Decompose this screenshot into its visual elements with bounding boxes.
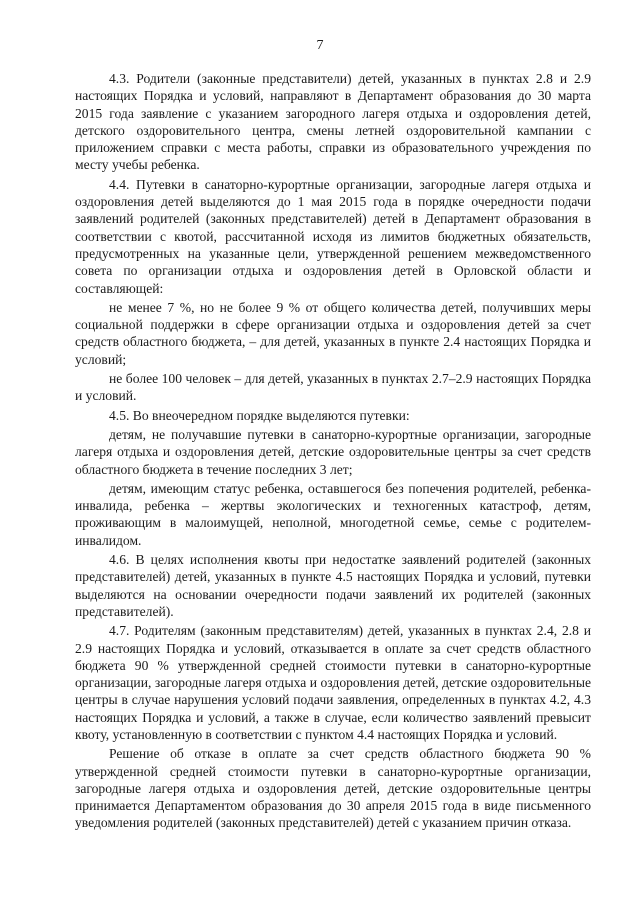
paragraph-4-3: 4.3. Родители (законные представители) детей, указанных в пунктах 2.8 и 2.9 настоящих Порядка и условий, направляют в Департамент образования до 30 марта 2015 года заявление с указанием загородного лагеря отдыха и оздоровления детей, детского оздоровительного центра, смены летней оздоровительной кампании с приложением справки с места работы, справки из образовательного учреждения по месту учебы ребенка. (75, 71, 591, 173)
paragraph-refusal-decision: Решение об отказе в оплате за счет средств областного бюджета 90 % утвержденной средней стоимости путевки в санаторно-курортные организации, загородные лагеря отдыха и оздоровления детей, детские оздоровительные центры принимается Департаментом образования до 30 апреля 2015 года в виде письменного уведомления родителей (законных представителей) детей с указанием причин отказа. (75, 746, 591, 831)
paragraph-quota-count: не более 100 человек – для детей, указанных в пунктах 2.7–2.9 настоящих Порядка и условий. (75, 371, 591, 404)
paragraph-4-6: 4.6. В целях исполнения квоты при недостатке заявлений родителей (законных представителей) детей, указанных в пункте 4.5 настоящих Порядка и условий, путевки выделяются на основании очередности подачи заявлений их родителей (законных представителей). (75, 552, 591, 619)
paragraph-priority-status: детям, имеющим статус ребенка, оставшегося без попечения родителей, ребенка-инвалида, ребенка – жертвы экологических и техногенных катастроф, детям, проживающим в малоимущей, неполной, многодетной семье, семье с родителем-инвалидом. (75, 480, 591, 548)
page-number: 7 (316, 38, 324, 53)
paragraph-4-5: 4.5. Во внеочередном порядке выделяются путевки: (109, 407, 410, 423)
paragraph-priority-no-voucher: детям, не получавшие путевки в санаторно-курортные организации, загородные лагеря отдыха и оздоровления детей, детские оздоровительные центры за счет средств областного бюджета в течение последних 3 лет; (75, 426, 591, 477)
paragraph-4-4: 4.4. Путевки в санаторно-курортные организации, загородные лагеря отдыха и оздоровления детей выделяются до 1 мая 2015 года в порядке очередности подачи заявлений родителей (законных представителей) детей в Департамент образования в соответствии с квотой, рассчитанной исходя из лимитов бюджетных обязательств, предусмотренных на указанные цели, утвержденной решением межведомственного совета по организации отдыха и оздоровления детей в Орловской области и составляющей: (75, 176, 591, 296)
paragraph-quota-percent: не менее 7 %, но не более 9 % от общего количества детей, получивших меры социальной поддержки в сфере организации отдыха и оздоровления детей за счет средств областного бюджета, – для детей, указанных в пункте 2.4 настоящих Порядка и условий; (75, 299, 591, 367)
document-body (75, 70, 591, 834)
paragraph-4-7: 4.7. Родителям (законным представителям) детей, указанных в пунктах 2.4, 2.8 и 2.9 настоящих Порядка и условий, отказывается в оплате за счет средств областного бюджета 90 % утвержденной средней стоимости путевки в санаторно-курортные организации, загородные лагеря отдыха и оздоровления детей, детские оздоровительные центры в случае нарушения условий подачи заявления, определенных в пунктах 4.2, 4.3 настоящих Порядка и условий, а также в случае, если количество заявлений превысит квоту, установленную в соответствии с пунктом 4.4 настоящих Порядка и условий. (75, 623, 591, 742)
